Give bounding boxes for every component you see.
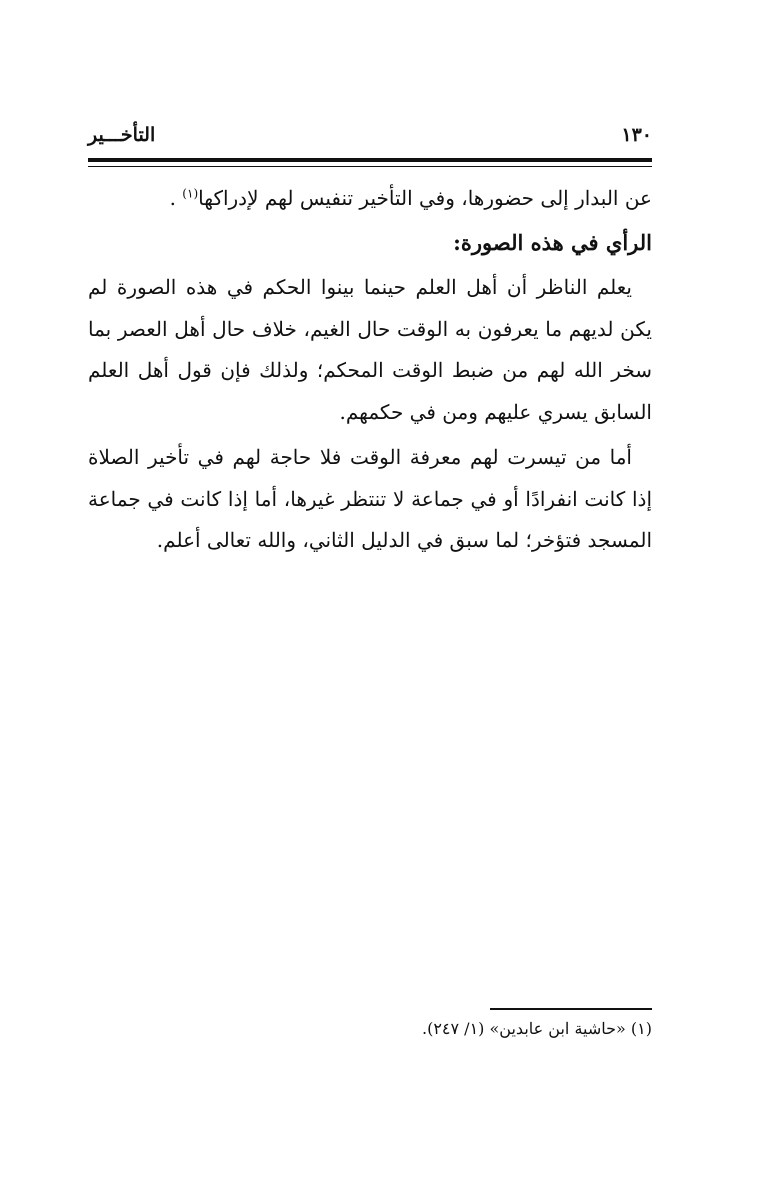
- footnote-reference[interactable]: (١): [182, 186, 199, 201]
- footnote-text: «حاشية ابن عابدين» (١/ ٢٤٧).: [421, 1019, 626, 1038]
- page-header: [88, 124, 652, 154]
- continuation-end: .: [169, 186, 176, 210]
- footnote-number: (١): [630, 1019, 652, 1038]
- continuation-line: [88, 178, 652, 220]
- header-rule-thin: [88, 166, 652, 167]
- page-number: ١٣٠: [621, 124, 652, 146]
- paragraph: أما من تيسرت لهم معرفة الوقت فلا حاجة لهم في تأخير الصلاة إذا كانت انفرادًا أو في جماعة لا تنتظر غيرها، أما إذا كانت في جماعة المسجد فتؤخر؛ لما سبق في الدليل الثاني، والله تعالى أعلم.: [88, 445, 652, 552]
- running-title: التأخـــير: [88, 124, 156, 146]
- footnote: [88, 1016, 652, 1042]
- paragraph: يعلم الناظر أن أهل العلم حينما بينوا الحكم في هذه الصورة لم يكن لديهم ما يعرفون به الوقت حال الغيم، خلاف حال أهل العصر بما سخر الله لهم من ضبط الوقت المحكم؛ ولذلك فإن قول أهل العلم السابق يسري عليهم ومن في حكمهم.: [88, 275, 652, 424]
- footnote-separator: [490, 1008, 652, 1010]
- continuation-text: عن البدار إلى حضورها، وفي التأخير تنفيس لهم لإدراكها: [198, 186, 652, 210]
- main-text: [88, 178, 652, 566]
- header-rule-thick: [88, 158, 652, 162]
- section-heading: الرأي في هذه الصورة:: [453, 229, 652, 255]
